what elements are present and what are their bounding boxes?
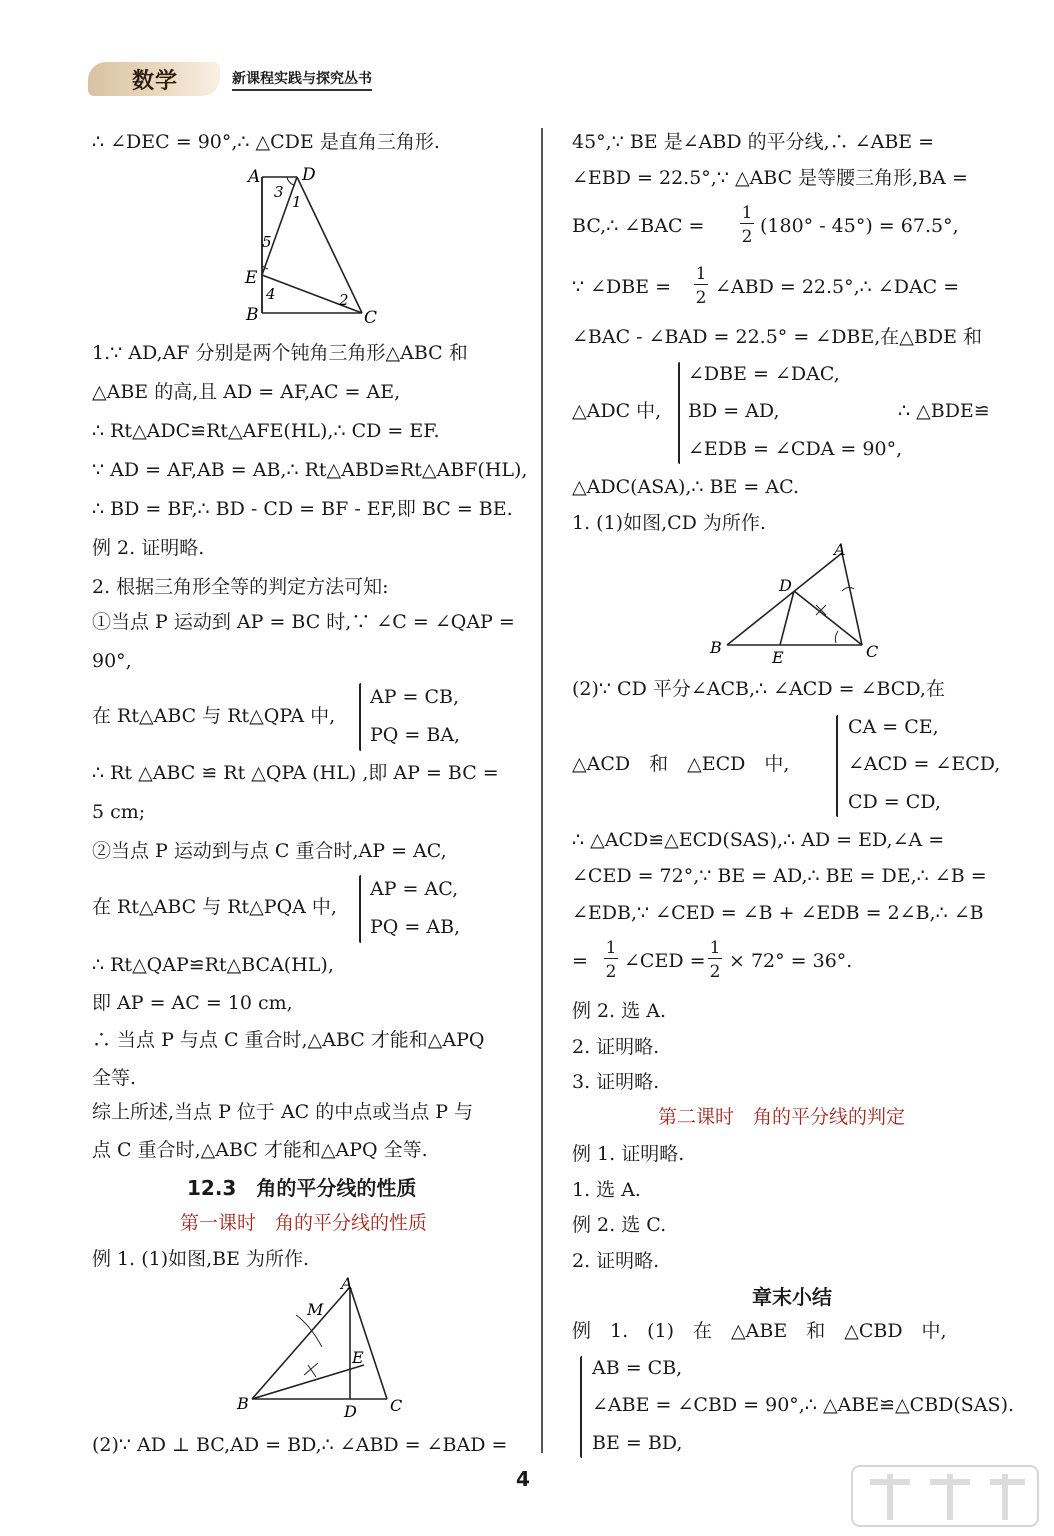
brace-line: AP = CB,: [370, 686, 460, 708]
text-line: 在 Rt△ABC 与 Rt△PQA 中,: [92, 896, 337, 918]
brace-line: ∠DBE = ∠DAC,: [688, 363, 840, 385]
column-divider: [541, 128, 543, 1453]
label-1: 1: [292, 193, 302, 211]
text-line: ∴ △ACD≌△ECD(SAS),∴ AD = ED,∠A =: [572, 829, 945, 851]
text-line: △ACD 和 △ECD 中,: [572, 753, 790, 775]
brace-line: PQ = BA,: [370, 724, 461, 746]
text-line: 即 AP = AC = 10 cm,: [92, 992, 293, 1014]
fraction-den: 2: [709, 962, 721, 982]
text-line: =: [572, 950, 588, 972]
label-C: C: [364, 308, 378, 325]
label-B: B: [246, 305, 259, 325]
brace: [359, 683, 361, 751]
label-D: D: [344, 1402, 357, 1421]
text-line: ①当点 P 运动到 AP = BC 时,∵ ∠C = ∠QAP =: [92, 611, 515, 633]
text-line: ②当点 P 运动到与点 C 重合时,AP = AC,: [92, 840, 447, 862]
label-B: B: [710, 638, 722, 657]
series-title: 新课程实践与探究丛书: [232, 68, 372, 91]
subject-label: 数学: [132, 69, 179, 94]
brace: [359, 875, 361, 943]
text-line: 2. 证明略.: [572, 1036, 660, 1058]
fraction-den: 2: [741, 227, 753, 247]
lesson-heading: 第二课时 角的平分线的判定: [658, 1106, 906, 1128]
text-line: ∵ AD = AF,AB = AB,∴ Rt△ABD≌Rt△ABF(HL),: [92, 459, 528, 481]
label-3: 3: [274, 183, 284, 201]
text-line: 全等.: [92, 1067, 137, 1089]
text-line: ∠BAC - ∠BAD = 22.5° = ∠DBE,在△BDE 和: [572, 326, 983, 348]
brace-line: PQ = AB,: [370, 916, 461, 938]
fraction-den: 2: [605, 962, 617, 982]
label-A: A: [341, 1277, 353, 1293]
label-C: C: [866, 642, 879, 661]
text-line: 例 2. 选 C.: [572, 1214, 667, 1236]
text-line: (2)∵ CD 平分∠ACB,∴ ∠ACD = ∠BCD,在: [572, 678, 945, 700]
brace-line: AP = AC,: [370, 878, 459, 900]
text-line: ∴ Rt △ABC ≌ Rt △QPA (HL) ,即 AP = BC =: [92, 762, 499, 784]
text-line: 45°,∵ BE 是∠ABD 的平分线,∴ ∠ABE =: [572, 131, 935, 153]
fraction-den: 2: [695, 288, 707, 308]
brace-line: ∠ABE = ∠CBD = 90°,∴ △ABE≌△CBD(SAS).: [592, 1394, 1015, 1416]
brace-line: CD = CD,: [848, 791, 941, 813]
text-line: 例 1. (1)如图,BE 为所作.: [92, 1248, 310, 1270]
text-line: ∴ Rt△ADC≌Rt△AFE(HL),∴ CD = EF.: [92, 420, 440, 442]
section-heading: 12.3 角的平分线的性质: [187, 1176, 417, 1200]
text-line: (180° - 45°) = 67.5°,: [760, 215, 959, 237]
text-line: ∠EBD = 22.5°,∵ △ABC 是等腰三角形,BA =: [572, 167, 968, 189]
label-D: D: [302, 165, 316, 185]
label-4: 4: [266, 285, 276, 303]
brace-line: BD = AD,: [688, 400, 780, 422]
summary-heading: 章末小结: [752, 1285, 832, 1309]
label-E: E: [352, 1348, 364, 1367]
fraction-num: 1: [741, 203, 753, 223]
text-line: ∠EDB,∵ ∠CED = ∠B + ∠EDB = 2∠B,∴ ∠B: [572, 902, 984, 924]
label-C: C: [390, 1396, 403, 1415]
text-line: 综上所述,当点 P 位于 AC 的中点或当点 P 与: [92, 1101, 474, 1123]
figure-quadrilateral: [242, 165, 382, 325]
text-line: △ADC 中,: [572, 400, 662, 422]
text-line: ∴ BD = BF,∴ BD - CD = BF - EF,即 BC = BE.: [92, 498, 513, 520]
text-line: × 72° = 36°.: [729, 950, 853, 972]
text-line: 例 2. 证明略.: [92, 537, 205, 559]
label-A: A: [248, 167, 261, 187]
figure-triangle-cd: [702, 543, 892, 663]
label-B: B: [237, 1394, 249, 1413]
text-line: ∠CED =: [624, 950, 706, 972]
text-line: △ADC(ASA),∴ BE = AC.: [572, 476, 800, 498]
label-A: A: [834, 543, 846, 559]
text-line: 3. 证明略.: [572, 1071, 660, 1093]
text-line: 例 2. 选 A.: [572, 1000, 667, 1022]
text-line: 1. (1)如图,CD 为所作.: [572, 512, 766, 534]
text-line: 90°,: [92, 650, 132, 672]
brace-line: AB = CB,: [592, 1357, 683, 1379]
fraction-num: 1: [605, 938, 617, 958]
text-line: 在 Rt△ABC 与 Rt△QPA 中,: [92, 705, 336, 727]
text-line: 5 cm;: [92, 801, 146, 823]
fraction-num: 1: [709, 938, 721, 958]
text-line: ∠ABD = 22.5°,∴ ∠DAC =: [715, 276, 960, 298]
text-line: 2. 证明略.: [572, 1250, 660, 1272]
text-line: 例 1. (1) 在 △ABE 和 △CBD 中,: [572, 1320, 947, 1342]
label-M: M: [307, 1300, 324, 1319]
text-line: ∴ 当点 P 与点 C 重合时,△ABC 才能和△APQ: [92, 1029, 485, 1051]
text-line: BC,∴ ∠BAC =: [572, 215, 705, 237]
brace: [678, 362, 680, 464]
text-line: ∴ ∠DEC = 90°,∴ △CDE 是直角三角形.: [92, 131, 440, 153]
brace-line: BE = BD,: [592, 1432, 683, 1454]
figure-triangle-bisector: [232, 1277, 412, 1427]
text-line: ∴ △BDE≌: [898, 400, 990, 422]
text-line: ∴ Rt△QAP≌Rt△BCA(HL),: [92, 954, 334, 976]
brace-line: ∠ACD = ∠ECD,: [848, 753, 1001, 775]
label-D: D: [779, 576, 792, 595]
brace-line: CA = CE,: [848, 716, 939, 738]
label-5: 5: [262, 233, 272, 251]
label-E: E: [772, 648, 784, 663]
text-line: △ABE 的高,且 AD = AF,AC = AE,: [92, 381, 401, 403]
text-line: ∵ ∠DBE =: [572, 276, 672, 298]
text-line: 点 C 重合时,△ABC 才能和△APQ 全等.: [92, 1139, 428, 1161]
text-line: 2. 根据三角形全等的判定方法可知:: [92, 576, 389, 598]
text-line: 1.∵ AD,AF 分别是两个钝角三角形△ABC 和: [92, 342, 468, 364]
text-line: (2)∵ AD ⊥ BC,AD = BD,∴ ∠ABD = ∠BAD =: [92, 1434, 508, 1456]
lesson-heading: 第一课时 角的平分线的性质: [180, 1212, 428, 1234]
label-E: E: [245, 268, 258, 288]
watermark-logo: [850, 1462, 1040, 1530]
label-2: 2: [339, 291, 349, 309]
brace: [836, 715, 838, 817]
text-line: ∠CED = 72°,∵ BE = AD,∴ BE = DE,∴ ∠B =: [572, 865, 987, 887]
page-number: 4: [516, 1467, 530, 1491]
text-line: 1. 选 A.: [572, 1179, 641, 1201]
brace-line: ∠EDB = ∠CDA = 90°,: [688, 438, 903, 460]
fraction-num: 1: [695, 264, 707, 284]
brace: [580, 1356, 582, 1458]
text-line: 例 1. 证明略.: [572, 1143, 685, 1165]
